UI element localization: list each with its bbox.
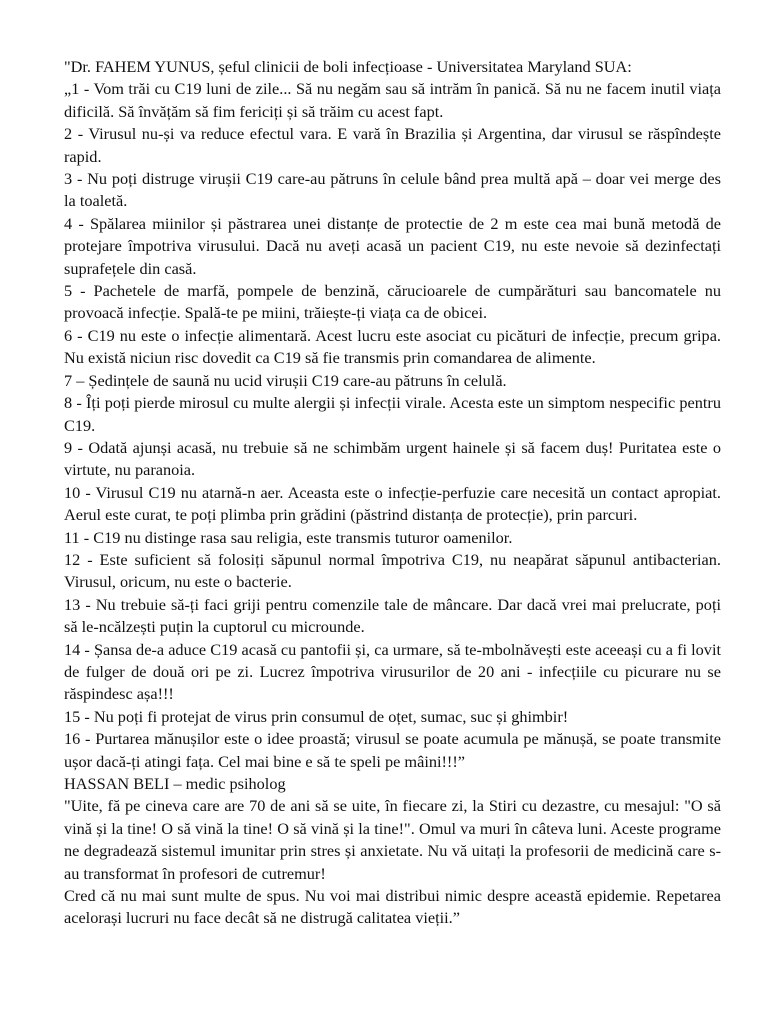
point-1: „1 - Vom trăi cu C19 luni de zile... Să nu negăm sau să intrăm în panică. Să nu ne facem inutil viața dificilă. Să învățăm să fim fericiți și să trăim cu acest fapt. [64,79,721,121]
point-5: 5 - Pachetele de marfă, pompele de benzină, cărucioarele de cumpărături sau bancomatele nu provoacă infecție. Spală-te pe miini, trăiește-ți viața ca de obicei. [64,281,721,323]
point-4: 4 - Spălarea miinilor și păstrarea unei distanțe de protectie de 2 m este cea mai bună metodă de protejare împotriva virusului. Dacă nu aveți acasă un pacient C19, nu este nevoie să dezinfectați suprafețele din casă. [64,213,721,278]
intro-heading: "Dr. FAHEM YUNUS, șeful clinicii de boli infecțioase - Universitatea Maryland SUA: [64,57,632,76]
point-12: 12 - Este suficient să folosiți săpunul normal împotriva C19, nu neapărat săpunul antibacterian. Virusul, oricum, nu este o bacterie. [64,549,721,592]
closing-paragraph: Cred că nu mai sunt multe de spus. Nu voi mai distribui nimic despre această epidemie. Repetarea acelorași lucruri nu face decât să ne distrugă calitatea vieții.” [64,886,721,928]
point-15: 15 - Nu poți fi protejat de virus prin consumul de oțet, sumac, suc și ghimbir! [64,706,569,726]
point-13: 13 - Nu trebuie să-ți faci griji pentru comenzile tale de mâncare. Dar dacă vrei mai prelucrate, poți să le-ncălzești puțin la cuptorul cu microunde. [64,594,721,637]
point-14: 14 - Șansa de-a aduce C19 acasă cu pantofii și, ca urmare, să te-mbolnăvești este aceeași cu a fi lovit de fulger de două ori pe zi. Lucrez împotriva virusurilor de 20 ani - infecțiile cu picurare nu se răspindesc așa!!! [64,639,721,704]
point-9: 9 - Odată ajunși acasă, nu trebuie să ne schimbăm urgent hainele și să facem duș! Puritatea este o virtute, nu paranoia. [64,437,721,480]
point-6: 6 - C19 nu este o infecție alimentară. Acest lucru este asociat cu picături de infecție, precum gripa. Nu există niciun risc dovedit ca C19 să fie transmis prin comandarea de alimente. [64,325,721,368]
point-16: 16 - Purtarea mănușilor este o idee proastă; virusul se poate acumula pe mănușă, se poate transmite ușor dacă-ți atingi fața. Cel mai bine e să te speli pe mâini!!!” [64,729,721,771]
point-2: 2 - Virusul nu-și va reduce efectul vara. E vară în Brazilia și Argentina, dar virusul se răspîndește rapid. [64,124,721,166]
document-page [64,56,721,930]
author-heading: HASSAN BELI – medic psiholog [64,774,286,793]
point-11: 11 - C19 nu distinge rasa sau religia, este transmis tuturor oamenilor. [64,527,513,547]
point-3: 3 - Nu poți distruge virușii C19 care-au pătruns în celule bând prea multă apă – doar vei merge des la toaletă. [64,169,721,211]
point-8: 8 - Îți poți pierde mirosul cu multe alergii și infecții virale. Acesta este un simptom nespecific pentru C19. [64,393,721,435]
point-10: 10 - Virusul C19 nu atarnă-n aer. Aceasta este o infecție-perfuzie care necesită un contact apropiat. Aerul este curat, te poți plimba prin grădini (păstrind distanța de protecție), prin parcuri. [64,482,721,525]
point-7: 7 – Ședințele de saună nu ucid virușii C19 care-au pătruns în celulă. [64,370,507,390]
quote-paragraph: "Uite, fă pe cineva care are 70 de ani să se uite, în fiecare zi, la Stiri cu dezastre, cu mesajul: "O să vină și la tine! O să vină la tine! O să vină și la tine!". Omul va muri în câteva luni. Aceste programe ne degradează sistemul imunitar prin stres și anxietate. Nu vă uitați la profesorii de medicină care s-au transformat în profesori de cutremur! [64,796,721,883]
